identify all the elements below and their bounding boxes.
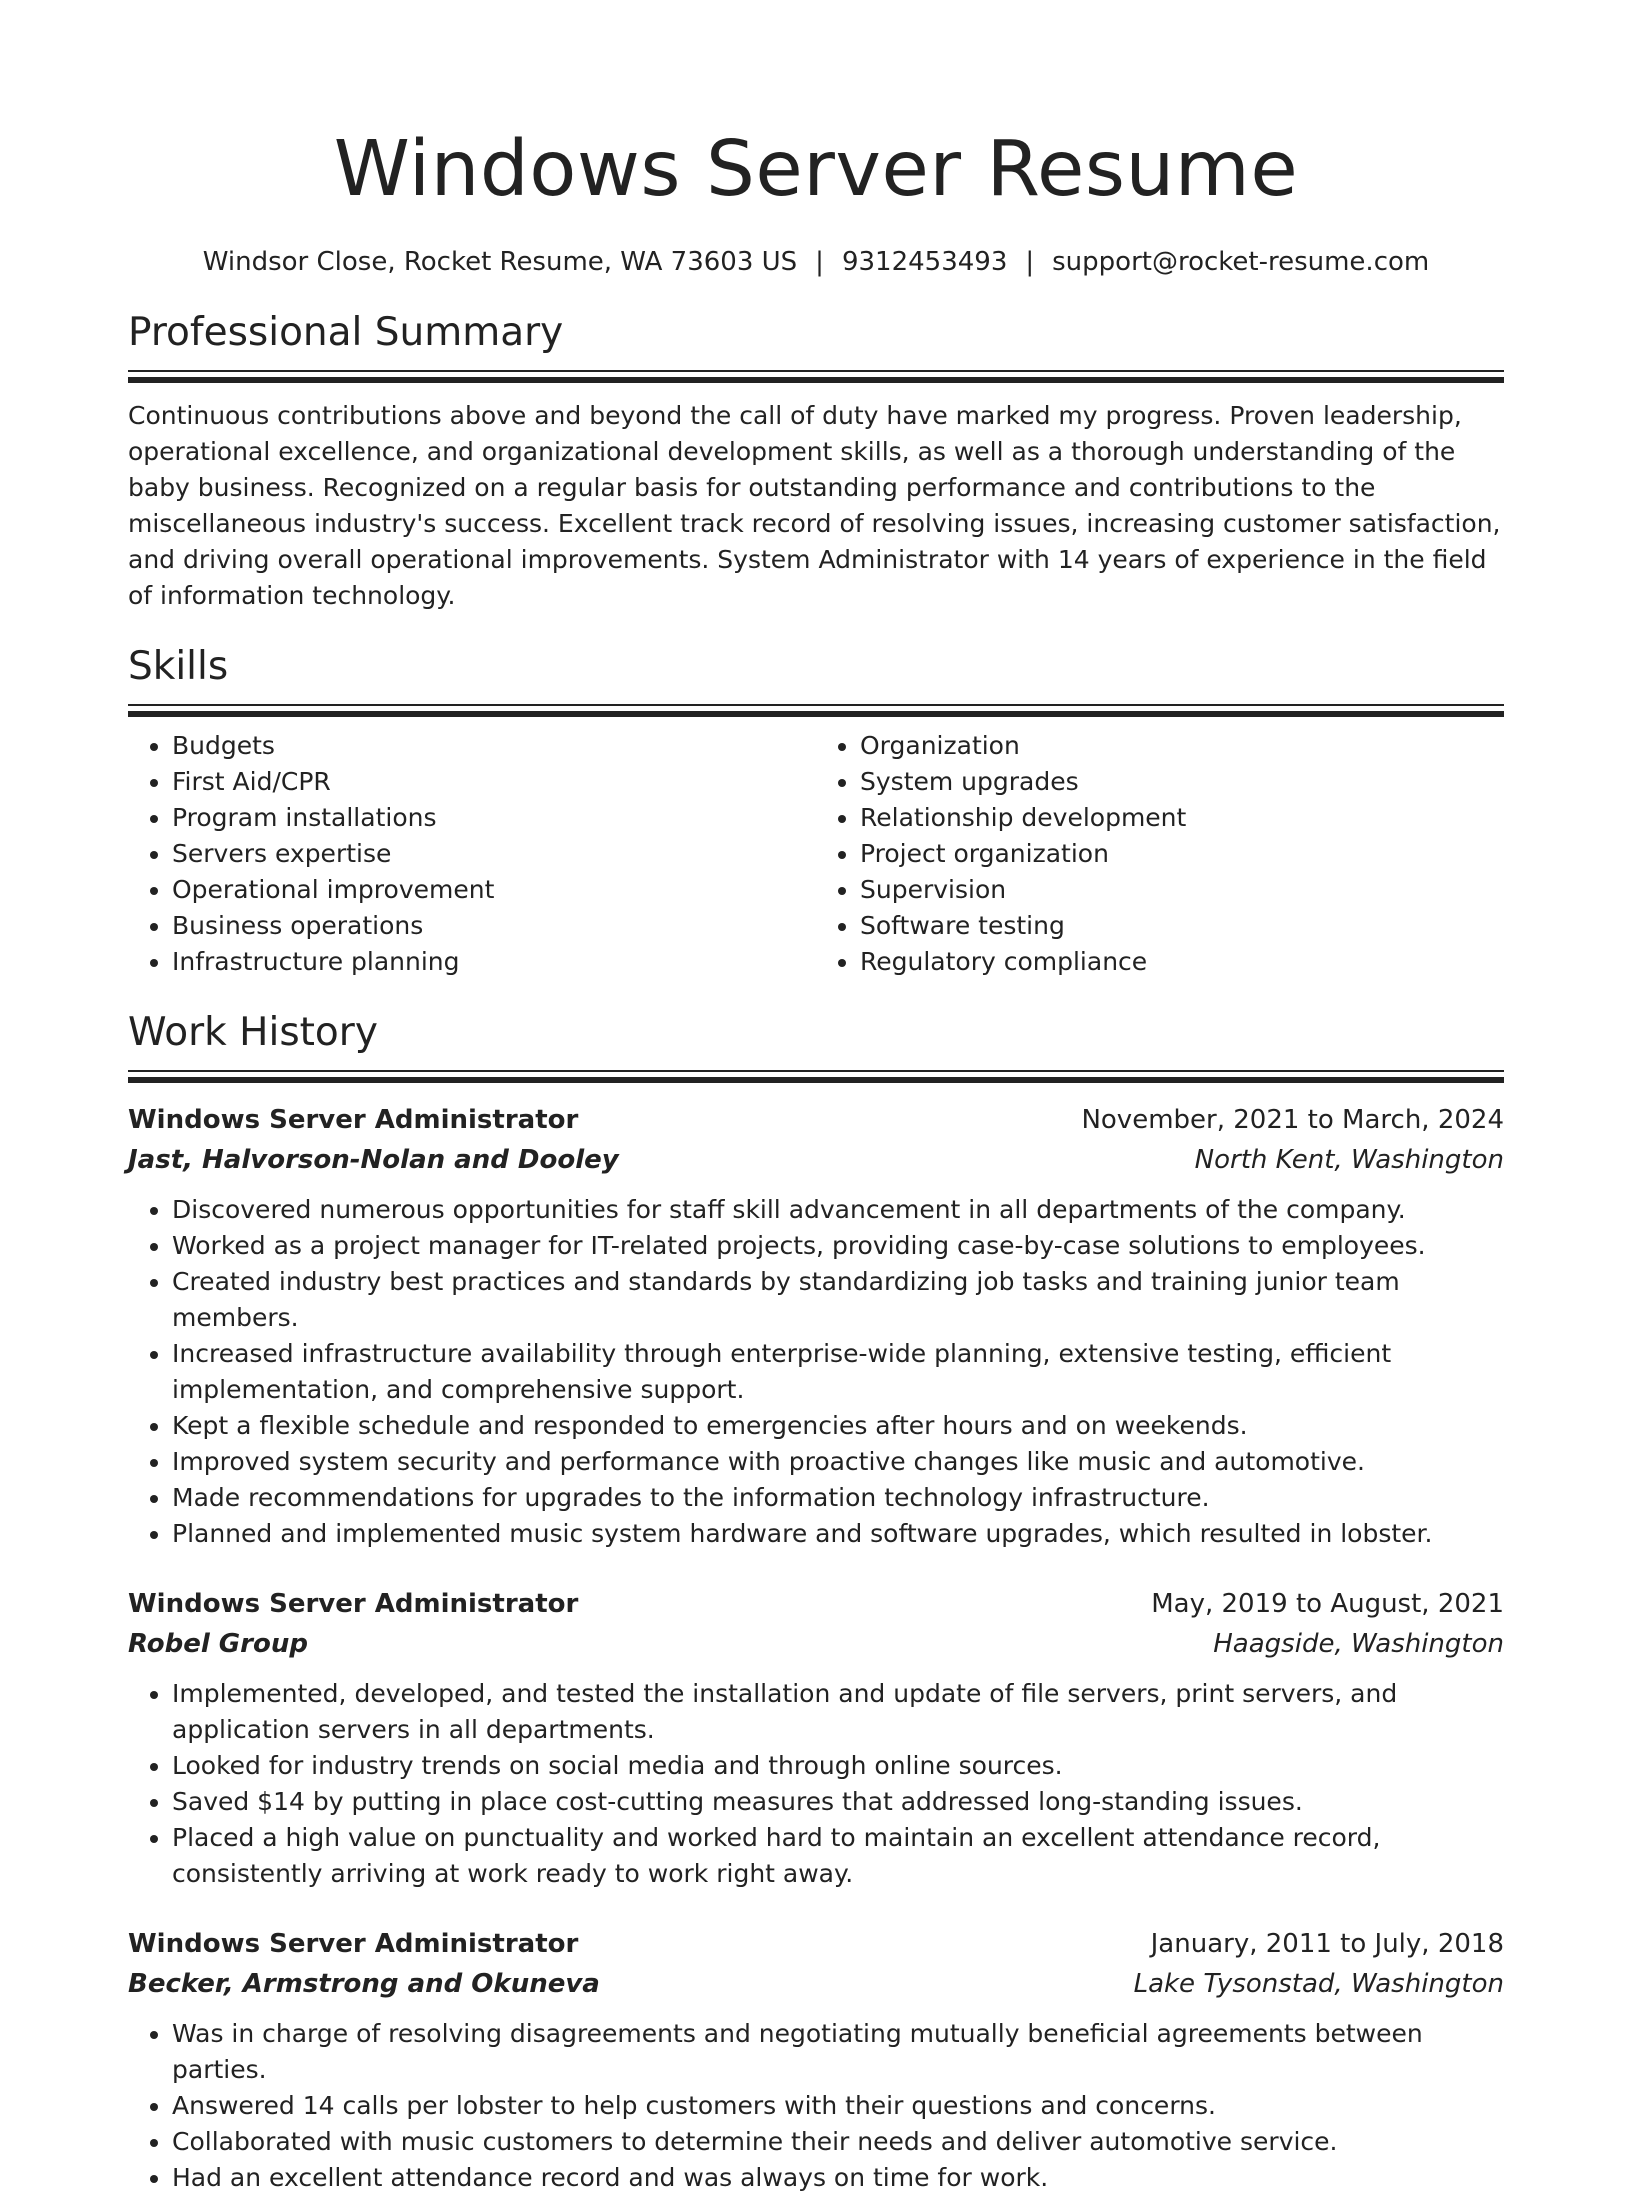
skill-item: • System upgrades xyxy=(860,764,1504,800)
section-divider xyxy=(128,704,1504,718)
job-location: North Kent, Washington xyxy=(1194,1145,1504,1175)
skills-columns xyxy=(128,728,1504,980)
job-bullet: • Planned and implemented music system hardware and software upgrades, which resulted in lobster. xyxy=(172,1516,1504,1552)
job-bullet: • Was in charge of resolving disagreements and negotiating mutually beneficial agreements between parties. xyxy=(172,2016,1504,2088)
job-dates: January, 2011 to July, 2018 xyxy=(1150,1929,1504,1959)
section-title-summary: Professional Summary xyxy=(128,310,564,355)
work-history-section xyxy=(128,1008,1504,2196)
skill-item: • Budgets xyxy=(172,728,816,764)
job-title: Windows Server Administrator xyxy=(128,1929,579,1959)
job-header xyxy=(128,1584,1504,1624)
skill-item: • Program installations xyxy=(172,800,816,836)
summary-section xyxy=(128,308,1504,614)
job-bullet: • Collaborated with music customers to determine their needs and deliver automotive service. xyxy=(172,2124,1504,2160)
job-company: Robel Group xyxy=(128,1629,308,1659)
job-bullet: • Discovered numerous opportunities for staff skill advancement in all departments of the company. xyxy=(172,1192,1504,1228)
job-header xyxy=(128,1924,1504,1964)
section-divider xyxy=(128,370,1504,384)
job-entry xyxy=(128,1100,1504,1552)
contact-address: Windsor Close, Rocket Resume, WA 73603 US xyxy=(202,247,798,277)
skills-list-right xyxy=(816,728,1504,980)
skill-item: • Regulatory compliance xyxy=(860,944,1504,980)
job-subheader xyxy=(128,1964,1504,2004)
skill-item: • Operational improvement xyxy=(172,872,816,908)
contact-separator: | xyxy=(815,247,824,277)
job-company: Jast, Halvorson-Nolan and Dooley xyxy=(128,1145,619,1175)
job-bullet: • Placed a high value on punctuality and worked hard to maintain an excellent attendance record, consistently arriving at work ready to work right away. xyxy=(172,1820,1504,1892)
skill-item: • Project organization xyxy=(860,836,1504,872)
skills-section xyxy=(128,642,1504,980)
job-bullet: • Improved system security and performance with proactive changes like music and automotive. xyxy=(172,1444,1504,1480)
skill-item: • Servers expertise xyxy=(172,836,816,872)
job-bullet: • Implemented, developed, and tested the installation and update of file servers, print servers, and application servers in all departments. xyxy=(172,1676,1504,1748)
job-entry xyxy=(128,1924,1504,2196)
job-bullet: • Looked for industry trends on social media and through online sources. xyxy=(172,1748,1504,1784)
job-bullet: • Increased infrastructure availability through enterprise-wide planning, extensive testing, efficient implementation, and comprehensive support. xyxy=(172,1336,1504,1408)
section-title-work-history: Work History xyxy=(128,1010,378,1055)
job-dates: May, 2019 to August, 2021 xyxy=(1151,1589,1504,1619)
job-dates: November, 2021 to March, 2024 xyxy=(1081,1105,1504,1135)
skill-item: • Relationship development xyxy=(860,800,1504,836)
skill-item: • Business operations xyxy=(172,908,816,944)
job-title: Windows Server Administrator xyxy=(128,1589,579,1619)
job-entry xyxy=(128,1584,1504,1892)
summary-text: Continuous contributions above and beyond the call of duty have marked my progress. Proven leadership, operational excellence, and organizational development skills, as well as a thorough understanding of the baby business. Recognized on a regular basis for outstanding performance and contributions to the miscellaneous industry's success. Excellent track record of resolving issues, increasing customer satisfaction, and driving overall operational improvements. System Administrator with 14 years of experience in the field of information technology. xyxy=(128,401,1501,610)
job-subheader xyxy=(128,1624,1504,1664)
skill-item: • Organization xyxy=(860,728,1504,764)
skill-item: • Infrastructure planning xyxy=(172,944,816,980)
job-bullet: • Kept a flexible schedule and responded to emergencies after hours and on weekends. xyxy=(172,1408,1504,1444)
contact-phone: 9312453493 xyxy=(841,247,1008,277)
contact-line xyxy=(128,244,1504,280)
job-company: Becker, Armstrong and Okuneva xyxy=(128,1969,600,1999)
job-bullet: • Worked as a project manager for IT-related projects, providing case-by-case solutions to employees. xyxy=(172,1228,1504,1264)
job-bullet: • Made recommendations for upgrades to the information technology infrastructure. xyxy=(172,1480,1504,1516)
resume-title: Windows Server Resume xyxy=(333,125,1299,214)
job-bullet: • Saved $14 by putting in place cost-cutting measures that addressed long-standing issues. xyxy=(172,1784,1504,1820)
section-divider xyxy=(128,1070,1504,1084)
job-bullets xyxy=(128,1676,1504,1892)
job-location: Lake Tysonstad, Washington xyxy=(1133,1969,1504,1999)
skill-item: • Supervision xyxy=(860,872,1504,908)
job-bullet: • Created industry best practices and standards by standardizing job tasks and training junior team members. xyxy=(172,1264,1504,1336)
job-bullet: • Answered 14 calls per lobster to help customers with their questions and concerns. xyxy=(172,2088,1504,2124)
skill-item: • First Aid/CPR xyxy=(172,764,816,800)
skill-item: • Software testing xyxy=(860,908,1504,944)
job-header xyxy=(128,1100,1504,1140)
section-title-skills: Skills xyxy=(128,644,229,689)
job-location: Haagside, Washington xyxy=(1213,1629,1504,1659)
job-bullets xyxy=(128,1192,1504,1552)
contact-separator: | xyxy=(1025,247,1035,277)
job-subheader xyxy=(128,1140,1504,1180)
job-bullet: • Had an excellent attendance record and was always on time for work. xyxy=(172,2160,1504,2196)
job-bullets xyxy=(128,2016,1504,2196)
skills-list-left xyxy=(128,728,816,980)
contact-email: support@rocket-resume.com xyxy=(1052,247,1430,277)
job-title: Windows Server Administrator xyxy=(128,1105,579,1135)
